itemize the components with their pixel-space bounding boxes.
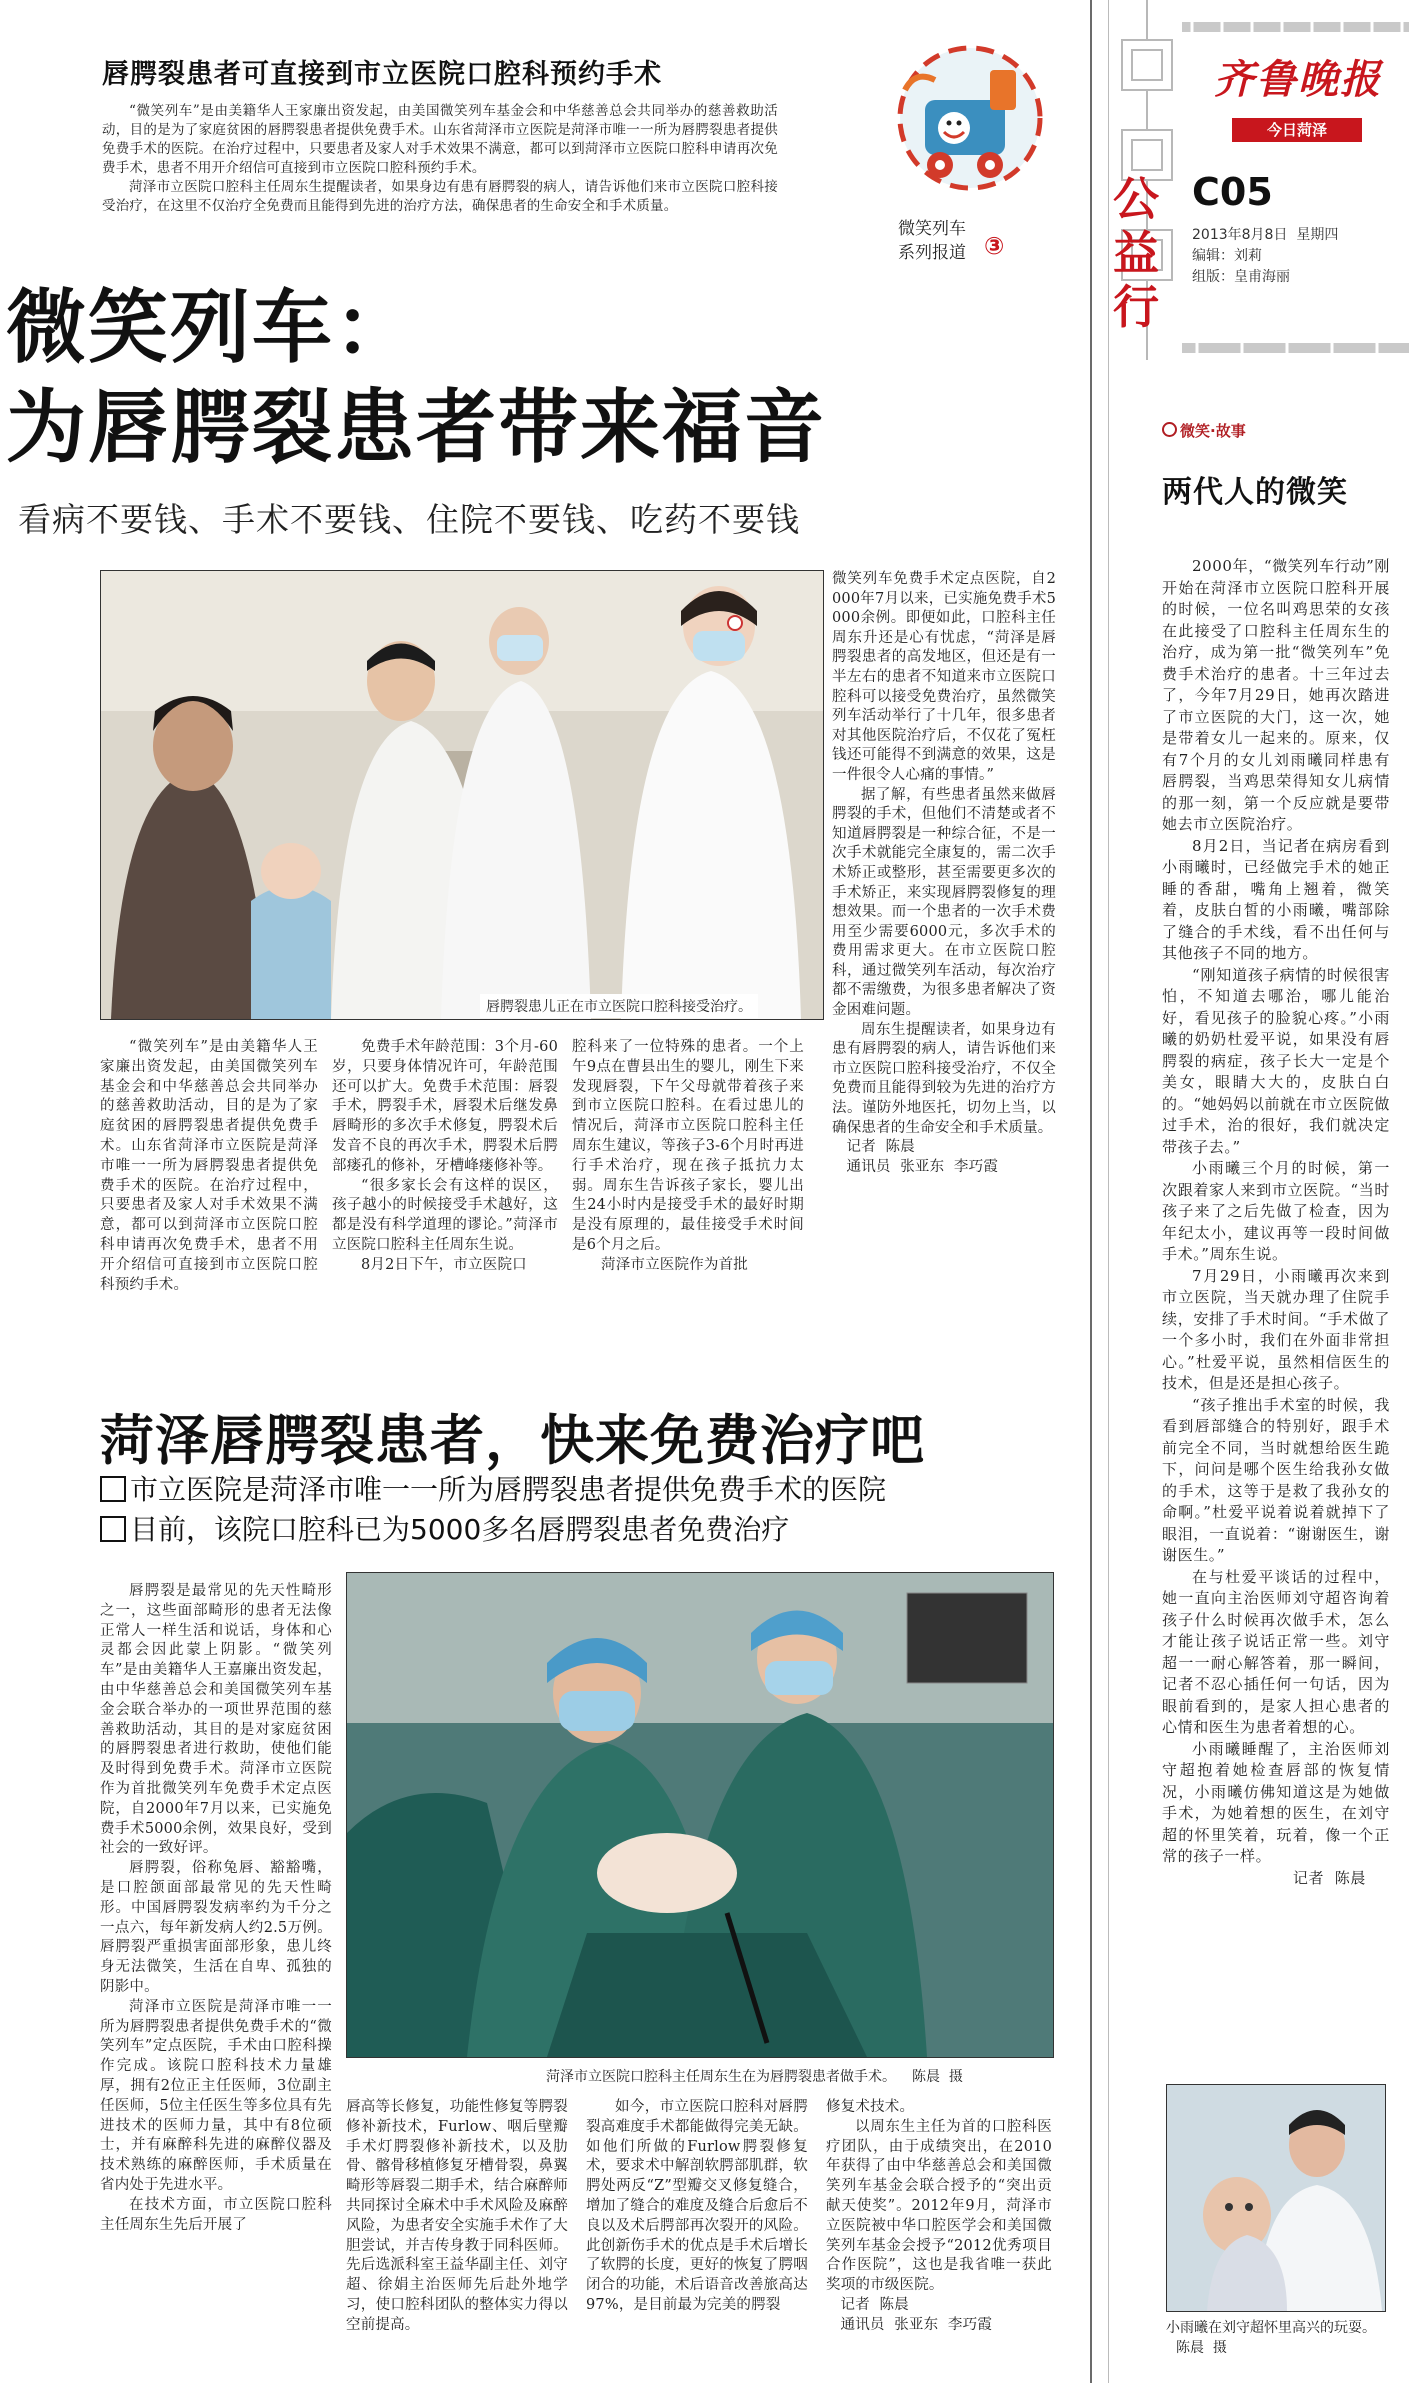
clinic-scene-illustration [101,571,823,1019]
series-label-line1: 微笑列车 [898,219,966,239]
sidebar-paragraph: 7月29日，小雨曦再次来到市立医院，当天就办理了住院手续，安排了手术时间。“手术做了一个多小时，我们在外面非常担心。”杜爱平说，虽然相信医生的技术，但是还是担心孩子。 [1162,1266,1390,1392]
section-name: 公益行 [1113,172,1159,334]
checkbox-square-icon [100,1476,126,1502]
sidebar-paragraph: 小雨曦三个月的时候，第一次跟着家人来到市立医院。“当时孩子来了之后先做了检查，因为年纪太小，建议再等一段时间做手术。”周东生说。 [1162,1159,1390,1263]
series-number-badge: ③ [984,232,1005,260]
second-paragraph: 唇高等长修复，功能性修复等腭裂修补新技术，Furlow、咽后壁瓣手术灯腭裂修补新技术，以及肋骨、髂骨移植修复牙槽骨裂，鼻翼畸形等唇裂二期手术，结合麻醉师共同探讨全麻术中手术风险及麻醉风险，为患者安全实施手术作了大胆尝试，并吉传身教于同科医师。先后选派科室王益华副主任、刘守超、徐娟主治医师先后赴外地学习，使口腔科团队的整体实力得以空前提高。 [346,2099,568,2333]
main-paragraph: 据了解，有些患者虽然来做唇腭裂的手术，但他们不清楚或者不知道唇腭裂是一种综合征，不是一次手术就能完全康复的，需二次手术矫正或整形，甚至需要更多次的手术矫正，来实现唇腭裂修复的理想效果。而一个患者的一次手术费用至少需要6000元，多次手术的费用需求更大。在市立医院口腔科，通过微笑列车活动，每次治疗都不需缴费，为很多患者解决了资金困难问题。 [832,786,1056,1019]
surgery-photo-caption: 菏泽市立医院口腔科主任周东生在为唇腭裂患者做手术。 陈晨 摄 [546,2069,963,2085]
main-paragraph: 菏泽市立医院作为首批 [601,1256,748,1273]
second-column-2 [346,2098,568,2336]
smile-bullet-icon [1162,422,1177,437]
second-subtitle-2: 目前，该院口腔科已为5000多名唇腭裂患者免费治疗 [100,1508,789,1548]
main-photo-caption: 唇腭裂患儿正在市立医院口腔科接受治疗。 [480,994,758,1018]
surgery-scene-illustration [347,1573,1053,2057]
surgery-photo [346,1572,1054,2058]
main-paragraph: “很多家长会有这样的误区，孩子越小的时候接受手术越好，这都是没有科学道理的谬论。”菏泽市立医院口腔科主任周东生说。 [332,1177,558,1253]
sidebar-paragraph: “刚知道孩子病情的时候很害怕，不知道去哪治，哪儿能治好，看见孩子的脸貌心疼。”小雨曦的奶奶杜爱平说，如果没有唇腭裂的病症，孩子长大一定是个美女，眼睛大大的，皮肤白白的。“她妈妈以前就在市立医院做过手术，治的很好，我们就决定带孩子去。” [1162,965,1390,1156]
sidebar-byline: 记者 陈晨 [1292,1868,1366,1887]
second-left-column [100,1582,332,2235]
main-byline: 通讯员 张亚东 李巧霞 [846,1158,999,1175]
checkbox-square-icon [100,1516,126,1542]
second-subtitle-1: 市立医院是菏泽市唯一一所为唇腭裂患者提供免费手术的医院 [100,1468,886,1508]
doctor-holding-baby-illustration [1167,2085,1385,2311]
masthead-divider [1108,0,1109,2383]
issue-date: 2013年8月8日 星期四 [1192,227,1339,243]
main-subtitle: 看病不要钱、手术不要钱、住院不要钱、吃药不要钱 [18,500,800,539]
second-paragraph: 在技术方面，市立医院口腔科主任周东生先后开展了 [100,2196,332,2233]
series-label-line2: 系列报道 [898,243,966,263]
editor-credit: 编辑：刘莉 [1192,248,1262,264]
sidebar-photo [1166,2084,1386,2312]
second-byline: 通讯员 张亚东 李巧霞 [840,2316,993,2333]
main-paragraph: 免费手术年龄范围：3个月-60岁，只要身体情况许可，年龄范围还可以扩大。免费手术范围：唇裂手术，腭裂手术，唇裂术后继发鼻唇畸形的多次手术修复，腭裂术后发音不良的再次手术，腭裂术后腭部瘘孔的修补，牙槽峰瘘修补等。 [332,1039,558,1174]
newspaper-name: 齐鲁晚报 [1214,56,1382,103]
main-paragraph: 8月2日下午，市立医院口 [361,1256,527,1273]
second-paragraph: 唇腭裂是最常见的先天性畸形之一，这些面部畸形的患者无法像正常人一样生活和说话，身体和心灵都会因此蒙上阴影。“微笑列车”是由美籍华人王嘉廉出资发起，由中华慈善总会和美国微笑列车基金会联合举办的一项世界范围的慈善救助活动，其目的是对家庭贫困的唇腭裂患者进行救助，使他们能及时得到免费手术。菏泽市立医院作为首批微笑列车免费手术定点医院，自2000年7月以来，已实施免费手术5000余例，效果良好，受到社会的一致好评。 [100,1583,332,1857]
sidebar-photo-caption: 小雨曦在刘守超怀里高兴的玩耍。陈晨 摄 [1166,2320,1376,2356]
second-title: 菏泽唇腭裂患者，快来免费治疗吧 [100,1409,925,1472]
page-code: C05 [1192,170,1273,214]
top-article-paragraph: “微笑列车”是由美籍华人王家廉出资发起，由美国微笑列车基金会和中华慈善总会共同举办的慈善救助活动，目的是为了家庭贫困的唇腭裂患者提供免费手术。山东省菏泽市立医院是菏泽市唯一一所为唇腭裂患者提供免费手术的医院。在治疗过程中，只要患者及家人对手术效果不满意，都可以到菏泽市立医院口腔科申请再次免费手术，患者不用开介绍信可直接到市立医院口腔科预约手术。 [102,103,778,176]
sidebar-paragraph: 8月2日，当记者在病房看到小雨曦时，已经做完手术的她正睡的香甜，嘴角上翘着，微笑着，皮肤白皙的小雨曦，嘴部除了缝合的手术线，看不出任何与其他孩子不同的地方。 [1162,836,1390,962]
main-title-line1: 微笑列车： [6,281,416,374]
main-column-2 [332,1038,558,1276]
second-byline: 记者 陈晨 [840,2296,909,2313]
sidebar-title: 两代人的微笑 [1162,475,1348,510]
second-paragraph: 如今，市立医院口腔科对唇腭裂高难度手术都能做得完美无缺。如他们所做的Furlow腭裂修复术，要求术中解剖软腭部肌群，软腭处两反“Z”型瓣交叉修复缝合，增加了缝合的难度及缝合后愈后不良以及术后腭部再次裂开的风险。此创新伤手术的优点是手术后增长了软腭的长度，更好的恢复了腭咽闭合的功能，术后语音改善旅高达97%，是目前最为完美的腭裂 [586,2099,808,2313]
second-paragraph: 以周东生主任为首的口腔科医疗团队，由于成绩突出，在2010年获得了由中华慈善总会和美国微笑列车基金会联合授予的“突出贡献天使奖”。2012年9月，菏泽市立医院被中华口腔医学会和美国微笑列车基金会授予“2012优秀项目合作医院”，这也是我省唯一获此奖项的市级医院。 [826,2118,1052,2294]
second-paragraph: 修复术技术。 [826,2099,915,2115]
sidebar-paragraph: 小雨曦睡醒了，主治医师刘守超抱着她检查唇部的恢复情况，小雨曦仿佛知道这是为她做手术，为她着想的医生，在刘守超的怀里笑着，玩着，像一个正常的孩子一样。 [1162,1739,1390,1865]
smile-train-logo [880,40,1060,270]
page-fold-line [1090,0,1092,2383]
second-paragraph: 唇腭裂，俗称兔唇、豁豁嘴，是口腔颌面部最常见的先天性畸形。中国唇腭裂发病率约为千分之一点六，每年新发病人约2.5万例。唇腭裂严重损害面部形象，患儿终身无法微笑，生活在自卑、孤独的阴影中。 [100,1860,332,1995]
edition-badge: 今日菏泽 [1232,118,1362,142]
masthead [1112,0,1409,360]
main-title-line2: 为唇腭裂患者带来福音 [6,381,826,474]
sidebar-paragraph: 2000年，“微笑列车行动”刚开始在菏泽市立医院口腔科开展的时候，一位名叫鸡思荣的女孩在此接受了口腔科主任周东生的治疗，成为第一批“微笑列车”免费手术治疗的患者。十三年过去了，今年7月29日，她再次踏进了市立医院的大门，这一次，她是带着女儿一起来的。原来，仅有7个月的女儿刘雨曦同样患有唇腭裂，当鸡思荣得知女儿病情的那一刻，第一个反应就是要带她去市立医院治疗。 [1162,557,1390,833]
second-column-3 [586,2098,808,2316]
sidebar-paragraph: “孩子推出手术室的时候，我看到唇部缝合的特别好，跟手术前完全不同，当时就想给医生跪下，问问是哪个医生给我孙女做的手术，这等于是救了我孙女的命啊。”杜爱平说着说着就掉下了眼泪，一直说着：“谢谢医生，谢谢医生。” [1162,1395,1390,1564]
main-right-column [832,570,1056,1177]
sidebar-story [1162,420,1390,1889]
top-article-headline: 唇腭裂患者可直接到市立医院口腔科预约手术 [102,59,662,90]
second-column-4 [826,2098,1052,2336]
top-article-paragraph: 菏泽市立医院口腔科主任周东生提醒读者，如果身边有患有唇腭裂的病人，请告诉他们来市立医院口腔科接受治疗，在这里不仅治疗全免费而且能得到先进的治疗方法，确保患者的生命安全和手术质量。 [102,179,778,214]
second-paragraph: 菏泽市立医院是菏泽市唯一一所为唇腭裂患者提供免费手术的“微笑列车”定点医院，手术由口腔科操作完成。该院口腔科技术力量雄厚，拥有2位正主任医师，3位副主任医师，5位主任医生等多位具有先进技术的医师力量，其中有8位硕士，并有麻醉科先进的麻醉仪器及技术熟练的麻醉医师，手术质量在省内处于先进水平。 [100,1998,332,2193]
main-paragraph: 微笑列车免费手术定点医院，自2000年7月以来，已实施免费手术5000余例。即便如此，口腔科主任周东升还是心有忧虑，“菏泽是唇腭裂患者的高发地区，但还是有一半左右的患者不知道来市立医院口腔科可以接受免费治疗，虽然微笑列车活动举行了十几年，很多患者对其他医院治疗后，不仅花了冤枉钱还可能得不到满意的效果，这是一件很令人心痛的事情。” [832,571,1056,783]
masthead-bottom-pattern [1182,335,1409,361]
main-paragraph: 腔科来了一位特殊的患者。一个上午9点在曹县出生的婴儿，刚生下来发现唇裂，下午父母就带着孩子来到市立医院口腔科。在看过患儿的情况后，菏泽市立医院口腔科主任周东生建议，等孩子3-6个月时再进行手术治疗，现在孩子抵抗力太弱。周东生告诉孩子家长，婴儿出生24小时内是接受手术的最好时期是没有原理的，最佳接受手术时间是6个月之后。 [572,1039,804,1253]
sidebar-kicker: 微笑·故事 [1162,420,1390,441]
main-column-1 [100,1038,318,1295]
masthead-band-pattern [1182,12,1409,42]
main-paragraph: 周东生提醒读者，如果身边有患有唇腭裂的病人，请告诉他们来市立医院口腔科接受治疗，不仅全免费而且能得到较为先进的治疗方法。谨防外地医托，切勿上当，以确保患者的生命安全和手术质量。 [832,1021,1056,1136]
top-article-body [102,102,778,216]
main-byline: 记者 陈晨 [846,1139,915,1156]
layout-credit: 组版：皇甫海丽 [1192,269,1290,285]
main-column-3 [572,1038,804,1276]
sidebar-paragraph: 在与杜爱平谈话的过程中，她一直向主治医师刘守超咨询着孩子什么时候再次做手术，怎么才能让孩子说话正常一些。刘守超一一耐心解答着，那一瞬间，记者不忍心插任何一句话，因为眼前看到的，是家人担心患者的心情和医生为患者着想的心。 [1162,1567,1390,1736]
main-photo [100,570,824,1020]
main-paragraph: “微笑列车”是由美籍华人王家廉出资发起，由美国微笑列车基金会和中华慈善总会共同举办的慈善救助活动，目的是为了家庭贫困的唇腭裂患者提供免费手术。山东省菏泽市立医院是菏泽市唯一一所为唇腭裂患者提供免费手术的医院。在治疗过程中，只要患者及家人对手术效果不满意，都可以到菏泽市立医院口腔科申请再次免费手术，患者不用开介绍信可直接到市立医院口腔科预约手术。 [100,1039,318,1293]
train-icon [880,40,1060,210]
